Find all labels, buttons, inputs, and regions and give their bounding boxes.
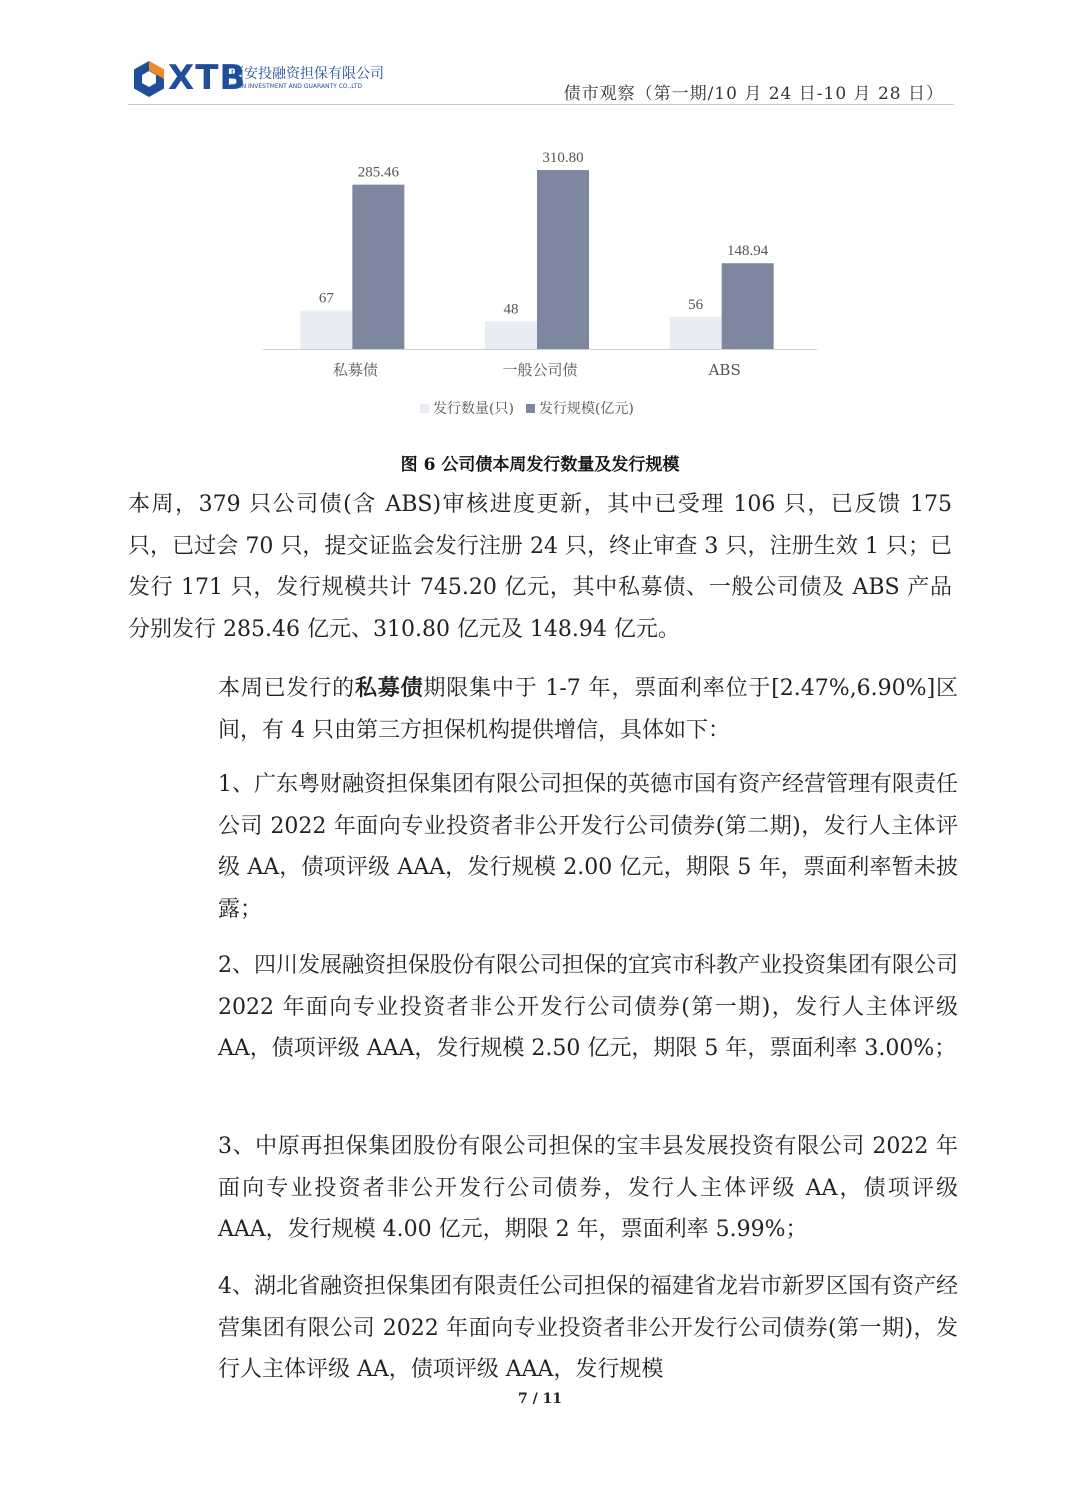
- document-title: 债市观察（第一期/10 月 24 日-10 月 28 日）: [563, 84, 944, 104]
- list-item-2: 2、四川发展融资担保股份有限公司担保的宜宾市科教产业投资集团有限公司 2022 年面向专业投资者非公开发行公司债券(第一期)，发行人主体评级 AA，债项评级 AAA，发行规模 2.50 亿元，期限 5 年，票面利率 3.00%；: [218, 953, 958, 1061]
- list-item-4: 4、湖北省融资担保集团有限责任公司担保的福建省龙岩市新罗区国有资产经营集团有限公司 2022 年面向专业投资者非公开发行公司债券(第一期)，发行人主体评级 AA，债项评级 AAA，发行规模: [218, 1274, 958, 1382]
- company-name-en: XI'AN INVESTMENT AND GUARANTY CO.,LTD: [230, 83, 362, 90]
- data-label-count-0: 67: [318, 290, 334, 307]
- legend-swatch-scale: [526, 404, 535, 413]
- data-label-scale-1: 310.80: [542, 150, 584, 167]
- private-bond-intro: [218, 668, 958, 751]
- data-label-scale-2: 148.94: [727, 243, 769, 260]
- data-label-count-1: 48: [503, 301, 519, 318]
- data-label-count-2: 56: [688, 296, 704, 313]
- company-name-cn: 西安投融资担保有限公司: [230, 66, 384, 82]
- chart-legend: [420, 398, 646, 418]
- company-logo-icon: [132, 60, 166, 98]
- legend-label-count: 发行数量(只): [433, 401, 514, 417]
- bar-scale-0: [352, 185, 404, 349]
- legend-swatch-count: [420, 404, 429, 413]
- list-item-3: 3、中原再担保集团股份有限公司担保的宝丰县发展投资有限公司 2022 年面向专业投资者非公开发行公司债券，发行人主体评级 AA，债项评级 AAA，发行规模 4.00 亿元，期限 2 年，票面利率 5.99%；: [218, 1134, 958, 1242]
- summary-paragraph: 本周，379 只公司债(含 ABS)审核进度更新，其中已受理 106 只，已反馈 175 只，已过会 70 只，提交证监会发行注册 24 只，终止审查 3 只，注册生效 1 只；已发行 171 只，发行规模共计 745.20 亿元，其中私募债、一般公司债及 ABS 产品分别发行 285.46 亿元、310.80 亿元及 148.94 亿元。: [128, 492, 952, 642]
- legend-label-scale: 发行规模(亿元): [538, 401, 634, 417]
- category-label-0: 私募债: [332, 361, 378, 379]
- category-label-1: 一般公司债: [502, 361, 578, 379]
- intro-text-pre: 本周已发行的: [218, 676, 355, 701]
- legend-item-scale: [526, 398, 634, 418]
- bar-count-2: [670, 317, 722, 349]
- bar-scale-1: [537, 170, 589, 349]
- logo-letters: XTB: [168, 58, 247, 98]
- page-number: 7 / 11: [517, 1391, 563, 1407]
- data-label-scale-0: 285.46: [357, 164, 399, 181]
- bar-count-0: [300, 310, 352, 349]
- page-header: [0, 0, 1080, 110]
- intro-text-bold: 私募债: [354, 675, 424, 701]
- intro-text-post: 期限集中于 1-7 年，票面利率位于[2.47%,6.90%]区间，有 4 只由第三方担保机构提供增信，具体如下：: [218, 676, 958, 743]
- bar-count-1: [485, 321, 537, 349]
- bond-issuance-chart: [200, 120, 880, 430]
- bar-scale-2: [722, 263, 774, 349]
- chart-plot: [200, 120, 880, 390]
- list-item-1: 1、广东粤财融资担保集团有限公司担保的英德市国有资产经营管理有限责任公司 2022 年面向专业投资者非公开发行公司债券(第二期)，发行人主体评级 AA，债项评级 AAA，发行规模 2.00 亿元，期限 5 年，票面利率暂未披露；: [218, 772, 958, 922]
- legend-item-count: [420, 398, 514, 418]
- category-label-2: ABS: [708, 361, 741, 379]
- header-divider: [128, 104, 954, 105]
- figure-caption: 图 6 公司债本周发行数量及发行规模: [400, 455, 680, 475]
